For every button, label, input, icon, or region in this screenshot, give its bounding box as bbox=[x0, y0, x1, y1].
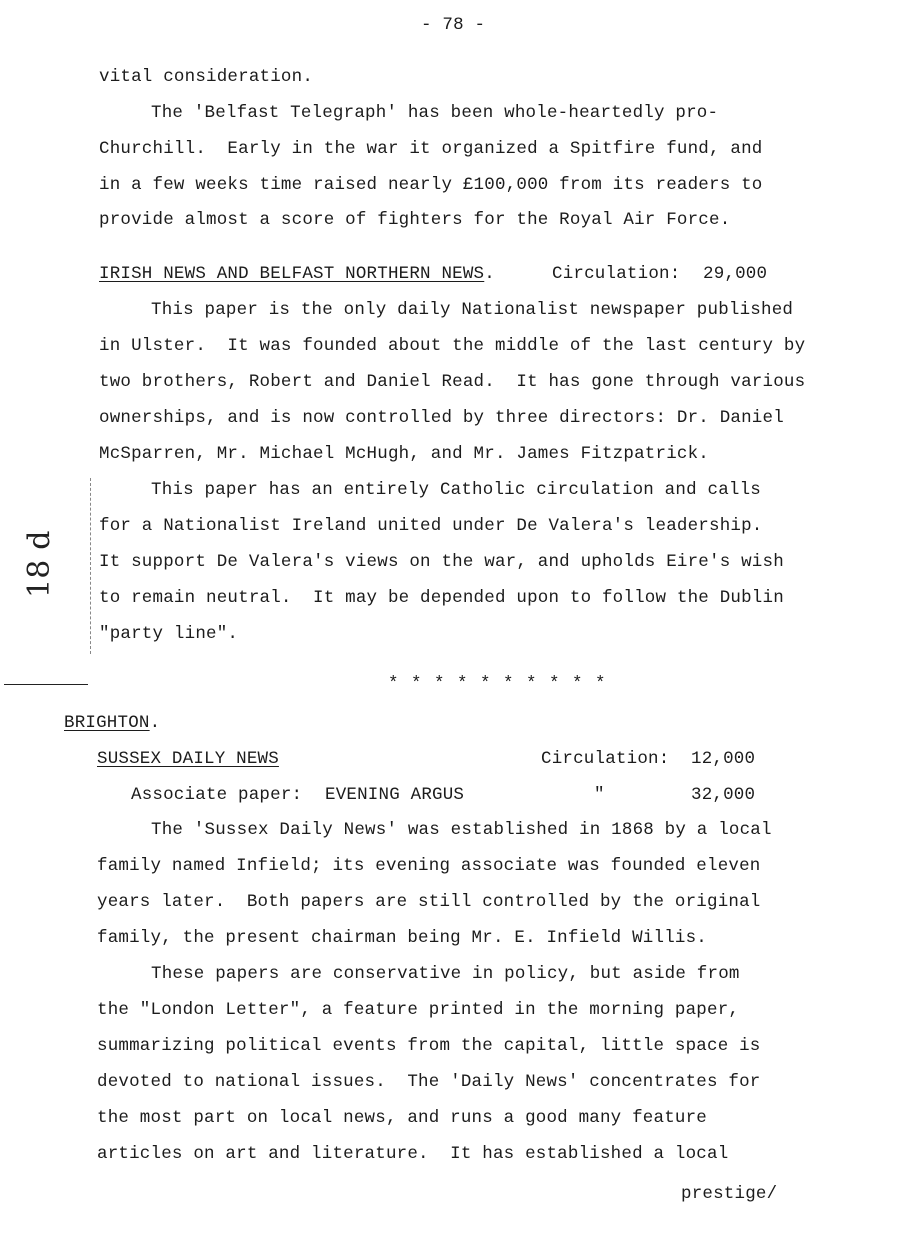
body-line: to remain neutral. It may be depended upon to follow the Dublin bbox=[99, 588, 784, 608]
body-line: for a Nationalist Ireland united under De Valera's leadership. bbox=[99, 516, 763, 536]
circulation-label: Circulation: bbox=[552, 264, 681, 284]
ditto-mark: " bbox=[594, 785, 605, 805]
body-line: The 'Belfast Telegraph' has been whole-heartedly pro- bbox=[151, 103, 719, 123]
circulation-value: 12,000 bbox=[691, 749, 756, 769]
body-line: ownerships, and is now controlled by three directors: Dr. Daniel bbox=[99, 408, 784, 428]
heading-period: . bbox=[484, 264, 495, 284]
margin-bar bbox=[90, 478, 91, 654]
body-line: The 'Sussex Daily News' was established in 1868 by a local bbox=[151, 820, 772, 840]
section-heading bbox=[99, 263, 495, 285]
body-line: This paper is the only daily Nationalist newspaper published bbox=[151, 300, 794, 320]
handwritten-margin-note: 18 d bbox=[22, 530, 57, 598]
newspaper-title: IRISH NEWS AND BELFAST NORTHERN NEWS bbox=[99, 264, 485, 284]
body-line: Churchill. Early in the war it organized a Spitfire fund, and bbox=[99, 139, 763, 159]
catchword: prestige/ bbox=[681, 1184, 778, 1204]
circulation-label: Circulation: bbox=[541, 749, 670, 769]
body-line: vital consideration. bbox=[99, 67, 314, 87]
page-number: - 78 - bbox=[421, 15, 486, 35]
associate-label: Associate paper: bbox=[131, 785, 303, 805]
body-line: years later. Both papers are still controlled by the original bbox=[97, 892, 761, 912]
body-line: the most part on local news, and runs a good many feature bbox=[97, 1108, 707, 1128]
body-line: McSparren, Mr. Michael McHugh, and Mr. James Fitzpatrick. bbox=[99, 444, 709, 464]
body-line: These papers are conservative in policy, but aside from bbox=[151, 964, 740, 984]
body-line: family named Infield; its evening associate was founded eleven bbox=[97, 856, 761, 876]
body-line: "party line". bbox=[99, 624, 239, 644]
body-line: two brothers, Robert and Daniel Read. It has gone through various bbox=[99, 372, 806, 392]
body-line: This paper has an entirely Catholic circulation and calls bbox=[151, 480, 761, 500]
body-line: devoted to national issues. The 'Daily News' concentrates for bbox=[97, 1072, 761, 1092]
body-line: summarizing political events from the capital, little space is bbox=[97, 1036, 761, 1056]
section-separator: * * * * * * * * * * bbox=[388, 674, 607, 694]
body-line: articles on art and literature. It has established a local bbox=[97, 1144, 729, 1164]
associate-circulation-value: 32,000 bbox=[691, 785, 756, 805]
associate-name: EVENING ARGUS bbox=[325, 785, 465, 805]
city-name: BRIGHTON bbox=[64, 713, 150, 733]
body-line: family, the present chairman being Mr. E. Infield Willis. bbox=[97, 928, 707, 948]
left-margin-rule bbox=[4, 684, 88, 685]
body-line: the "London Letter", a feature printed in the morning paper, bbox=[97, 1000, 740, 1020]
body-line: provide almost a score of fighters for the Royal Air Force. bbox=[99, 210, 731, 230]
body-line: in a few weeks time raised nearly £100,000 from its readers to bbox=[99, 175, 763, 195]
heading-period: . bbox=[149, 713, 161, 733]
newspaper-title: SUSSEX DAILY NEWS bbox=[97, 749, 279, 769]
circulation-value: 29,000 bbox=[703, 264, 768, 284]
body-line: in Ulster. It was founded about the middle of the last century by bbox=[99, 336, 806, 356]
city-heading bbox=[64, 712, 160, 734]
body-line: It support De Valera's views on the war, and upholds Eire's wish bbox=[99, 552, 784, 572]
